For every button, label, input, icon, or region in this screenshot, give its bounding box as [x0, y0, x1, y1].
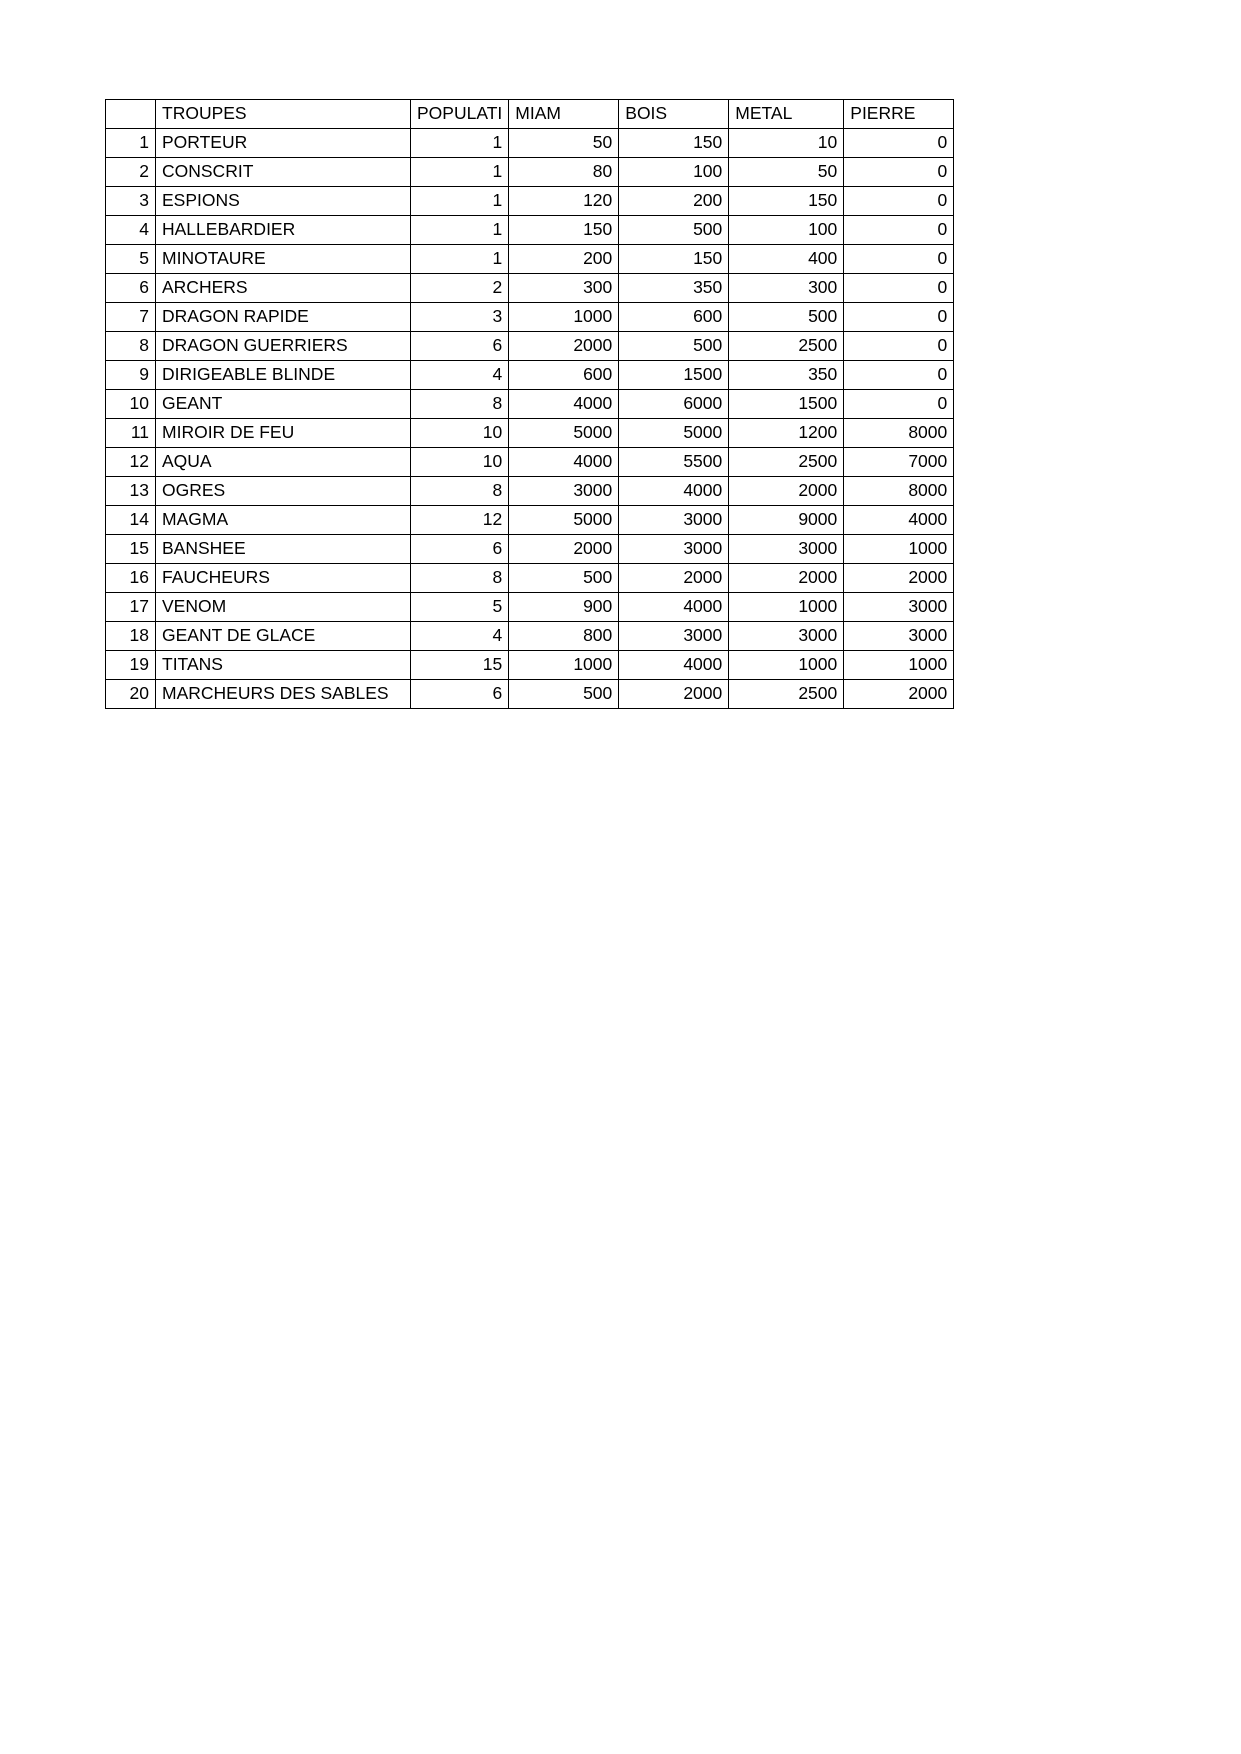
cell-pierre: 0	[844, 129, 954, 158]
cell-miam: 200	[509, 245, 619, 274]
cell-miam: 5000	[509, 419, 619, 448]
cell-miam: 300	[509, 274, 619, 303]
cell-population: 5	[411, 593, 509, 622]
row-index: 2	[106, 158, 156, 187]
cell-troupe-name: DRAGON RAPIDE	[156, 303, 411, 332]
cell-metal: 3000	[729, 535, 844, 564]
cell-miam: 600	[509, 361, 619, 390]
cell-miam: 500	[509, 564, 619, 593]
cell-troupe-name: OGRES	[156, 477, 411, 506]
header-cell-miam: MIAM	[509, 100, 619, 129]
table-row	[106, 680, 954, 709]
cell-bois: 500	[619, 332, 729, 361]
cell-miam: 900	[509, 593, 619, 622]
row-index: 9	[106, 361, 156, 390]
cell-troupe-name: MINOTAURE	[156, 245, 411, 274]
row-index: 18	[106, 622, 156, 651]
cell-population: 3	[411, 303, 509, 332]
cell-bois: 4000	[619, 477, 729, 506]
table-row	[106, 593, 954, 622]
cell-troupe-name: TITANS	[156, 651, 411, 680]
cell-pierre: 0	[844, 158, 954, 187]
cell-metal: 2000	[729, 564, 844, 593]
cell-miam: 4000	[509, 390, 619, 419]
table-row	[106, 419, 954, 448]
row-index: 7	[106, 303, 156, 332]
cell-miam: 3000	[509, 477, 619, 506]
cell-bois: 6000	[619, 390, 729, 419]
row-index: 20	[106, 680, 156, 709]
cell-population: 1	[411, 245, 509, 274]
table-row	[106, 390, 954, 419]
row-index: 1	[106, 129, 156, 158]
cell-bois: 150	[619, 129, 729, 158]
cell-metal: 150	[729, 187, 844, 216]
cell-population: 1	[411, 129, 509, 158]
row-index: 5	[106, 245, 156, 274]
table-row	[106, 622, 954, 651]
cell-pierre: 0	[844, 390, 954, 419]
cell-troupe-name: VENOM	[156, 593, 411, 622]
spreadsheet-container	[105, 99, 954, 709]
cell-bois: 3000	[619, 622, 729, 651]
cell-population: 8	[411, 390, 509, 419]
row-index: 13	[106, 477, 156, 506]
table-row	[106, 216, 954, 245]
cell-troupe-name: DRAGON GUERRIERS	[156, 332, 411, 361]
table-row	[106, 535, 954, 564]
cell-bois: 5500	[619, 448, 729, 477]
cell-population: 10	[411, 419, 509, 448]
table-row	[106, 506, 954, 535]
header-cell-population: POPULATI	[411, 100, 509, 129]
cell-metal: 3000	[729, 622, 844, 651]
cell-bois: 600	[619, 303, 729, 332]
cell-pierre: 3000	[844, 593, 954, 622]
cell-bois: 350	[619, 274, 729, 303]
cell-miam: 5000	[509, 506, 619, 535]
cell-pierre: 0	[844, 303, 954, 332]
header-cell-pierre: PIERRE	[844, 100, 954, 129]
table-row	[106, 361, 954, 390]
cell-miam: 120	[509, 187, 619, 216]
table-header-row	[106, 100, 954, 129]
cell-troupe-name: BANSHEE	[156, 535, 411, 564]
cell-miam: 2000	[509, 332, 619, 361]
cell-population: 8	[411, 564, 509, 593]
row-index: 17	[106, 593, 156, 622]
cell-pierre: 4000	[844, 506, 954, 535]
cell-metal: 350	[729, 361, 844, 390]
cell-population: 1	[411, 187, 509, 216]
cell-pierre: 2000	[844, 564, 954, 593]
cell-bois: 200	[619, 187, 729, 216]
cell-pierre: 1000	[844, 535, 954, 564]
cell-troupe-name: CONSCRIT	[156, 158, 411, 187]
cell-metal: 2500	[729, 680, 844, 709]
table-row	[106, 564, 954, 593]
cell-bois: 5000	[619, 419, 729, 448]
row-index: 8	[106, 332, 156, 361]
cell-population: 4	[411, 622, 509, 651]
table-row	[106, 477, 954, 506]
cell-troupe-name: GEANT DE GLACE	[156, 622, 411, 651]
cell-troupe-name: HALLEBARDIER	[156, 216, 411, 245]
table-row	[106, 187, 954, 216]
row-index: 10	[106, 390, 156, 419]
header-cell-index	[106, 100, 156, 129]
cell-metal: 500	[729, 303, 844, 332]
cell-metal: 50	[729, 158, 844, 187]
cell-population: 4	[411, 361, 509, 390]
row-index: 16	[106, 564, 156, 593]
table-row	[106, 158, 954, 187]
row-index: 12	[106, 448, 156, 477]
cell-miam: 1000	[509, 303, 619, 332]
cell-pierre: 2000	[844, 680, 954, 709]
cell-bois: 150	[619, 245, 729, 274]
cell-pierre: 0	[844, 187, 954, 216]
cell-metal: 2000	[729, 477, 844, 506]
troupes-table	[105, 99, 954, 709]
cell-troupe-name: MIROIR DE FEU	[156, 419, 411, 448]
cell-population: 6	[411, 332, 509, 361]
cell-metal: 10	[729, 129, 844, 158]
cell-metal: 2500	[729, 332, 844, 361]
cell-metal: 100	[729, 216, 844, 245]
cell-pierre: 0	[844, 361, 954, 390]
table-row	[106, 332, 954, 361]
cell-pierre: 0	[844, 274, 954, 303]
cell-pierre: 1000	[844, 651, 954, 680]
row-index: 14	[106, 506, 156, 535]
cell-miam: 50	[509, 129, 619, 158]
cell-metal: 1000	[729, 651, 844, 680]
cell-pierre: 8000	[844, 419, 954, 448]
row-index: 15	[106, 535, 156, 564]
cell-bois: 3000	[619, 535, 729, 564]
cell-miam: 500	[509, 680, 619, 709]
cell-miam: 4000	[509, 448, 619, 477]
cell-miam: 80	[509, 158, 619, 187]
cell-metal: 1500	[729, 390, 844, 419]
cell-population: 8	[411, 477, 509, 506]
table-row	[106, 274, 954, 303]
cell-metal: 400	[729, 245, 844, 274]
cell-metal: 1200	[729, 419, 844, 448]
cell-miam: 150	[509, 216, 619, 245]
cell-bois: 4000	[619, 651, 729, 680]
cell-troupe-name: DIRIGEABLE BLINDE	[156, 361, 411, 390]
cell-troupe-name: AQUA	[156, 448, 411, 477]
table-row	[106, 129, 954, 158]
cell-troupe-name: FAUCHEURS	[156, 564, 411, 593]
cell-population: 10	[411, 448, 509, 477]
cell-bois: 2000	[619, 680, 729, 709]
cell-bois: 3000	[619, 506, 729, 535]
header-cell-metal: METAL	[729, 100, 844, 129]
cell-troupe-name: PORTEUR	[156, 129, 411, 158]
cell-miam: 2000	[509, 535, 619, 564]
row-index: 4	[106, 216, 156, 245]
cell-miam: 1000	[509, 651, 619, 680]
table-row	[106, 303, 954, 332]
cell-bois: 4000	[619, 593, 729, 622]
cell-population: 1	[411, 216, 509, 245]
cell-metal: 2500	[729, 448, 844, 477]
cell-troupe-name: MARCHEURS DES SABLES	[156, 680, 411, 709]
header-cell-troupes: TROUPES	[156, 100, 411, 129]
cell-population: 6	[411, 535, 509, 564]
cell-troupe-name: MAGMA	[156, 506, 411, 535]
cell-troupe-name: ARCHERS	[156, 274, 411, 303]
table-row	[106, 651, 954, 680]
cell-troupe-name: ESPIONS	[156, 187, 411, 216]
cell-bois: 1500	[619, 361, 729, 390]
row-index: 11	[106, 419, 156, 448]
row-index: 19	[106, 651, 156, 680]
cell-pierre: 0	[844, 332, 954, 361]
row-index: 6	[106, 274, 156, 303]
cell-metal: 300	[729, 274, 844, 303]
cell-bois: 2000	[619, 564, 729, 593]
cell-pierre: 8000	[844, 477, 954, 506]
header-cell-bois: BOIS	[619, 100, 729, 129]
cell-pierre: 0	[844, 245, 954, 274]
table-row	[106, 448, 954, 477]
cell-troupe-name: GEANT	[156, 390, 411, 419]
cell-pierre: 3000	[844, 622, 954, 651]
cell-pierre: 0	[844, 216, 954, 245]
cell-metal: 9000	[729, 506, 844, 535]
cell-population: 2	[411, 274, 509, 303]
cell-bois: 100	[619, 158, 729, 187]
cell-miam: 800	[509, 622, 619, 651]
cell-metal: 1000	[729, 593, 844, 622]
cell-population: 1	[411, 158, 509, 187]
cell-population: 12	[411, 506, 509, 535]
cell-population: 15	[411, 651, 509, 680]
table-row	[106, 245, 954, 274]
cell-bois: 500	[619, 216, 729, 245]
cell-population: 6	[411, 680, 509, 709]
cell-pierre: 7000	[844, 448, 954, 477]
row-index: 3	[106, 187, 156, 216]
